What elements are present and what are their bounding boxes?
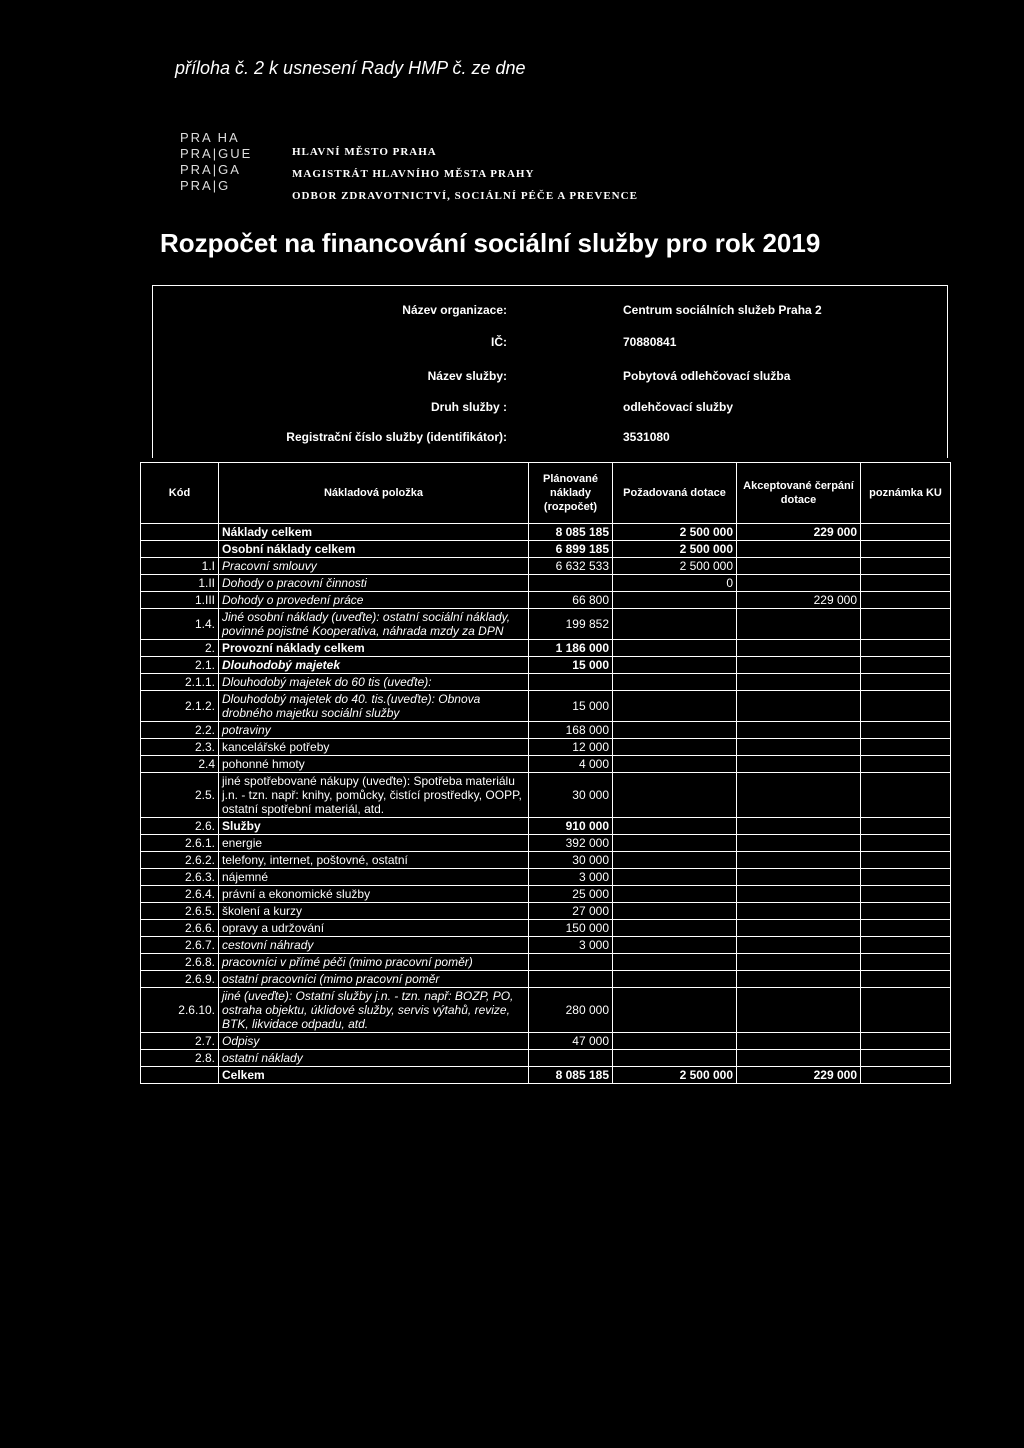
row-code: 2.3. [141,739,219,756]
row-code: 2.1.2. [141,691,219,722]
row-accepted [737,773,861,818]
table-row [141,592,951,609]
organization-header [292,141,638,207]
info-label: Název organizace: [402,303,507,317]
column-header-item: Nákladová položka [219,463,529,524]
column-header-planned: Plánované náklady (rozpočet) [529,463,613,524]
row-note [861,640,951,657]
row-planned: 12 000 [529,739,613,756]
row-note [861,722,951,739]
row-planned: 199 852 [529,609,613,640]
table-row [141,657,951,674]
row-code: 2.6.1. [141,835,219,852]
row-requested: 2 500 000 [613,541,737,558]
row-code: 2.6.10. [141,988,219,1033]
info-label: Druh služby : [430,400,507,414]
row-planned: 4 000 [529,756,613,773]
row-accepted [737,903,861,920]
row-planned: 27 000 [529,903,613,920]
row-accepted [737,818,861,835]
row-accepted [737,609,861,640]
row-requested: 2 500 000 [613,1067,737,1084]
row-code: 2.5. [141,773,219,818]
table-row [141,852,951,869]
row-note [861,835,951,852]
row-note [861,988,951,1033]
row-requested [613,640,737,657]
row-item: Jiné osobní náklady (uveďte): ostatní sociální náklady, povinné pojistné Kooperativa, náhrada mzdy za DPN [219,609,529,640]
row-note [861,609,951,640]
row-item: jiné (uveďte): Ostatní služby j.n. - tzn. např: BOZP, PO, ostraha objektu, úklidové služby, servis výtahů, revize, BTK, likvidace odpadu, atd. [219,988,529,1033]
row-requested [613,886,737,903]
column-header-accepted: Akceptované čerpání dotace [737,463,861,524]
table-row [141,988,951,1033]
row-requested [613,971,737,988]
row-accepted [737,1033,861,1050]
table-header-row [141,463,951,524]
row-planned: 1 186 000 [529,640,613,657]
info-value: 3531080 [623,430,670,444]
row-note [861,818,951,835]
row-item: opravy a udržování [219,920,529,937]
row-planned: 6 899 185 [529,541,613,558]
table-row [141,954,951,971]
info-value: Pobytová odlehčovací služba [623,369,791,383]
row-planned: 47 000 [529,1033,613,1050]
row-note [861,903,951,920]
row-planned [529,575,613,592]
row-code: 2.1.1. [141,674,219,691]
row-requested [613,1050,737,1067]
table-row [141,640,951,657]
row-requested [613,988,737,1033]
row-accepted [737,722,861,739]
row-code: 1.4. [141,609,219,640]
row-note [861,954,951,971]
row-requested: 2 500 000 [613,558,737,575]
row-code: 2.6. [141,818,219,835]
row-planned: 3 000 [529,937,613,954]
row-note [861,558,951,575]
row-accepted [737,971,861,988]
table-row [141,1033,951,1050]
row-note [861,575,951,592]
row-item: Dohody o provedení práce [219,592,529,609]
row-note [861,852,951,869]
row-note [861,739,951,756]
row-code: 2. [141,640,219,657]
table-row [141,674,951,691]
row-planned: 280 000 [529,988,613,1033]
row-requested [613,674,737,691]
row-planned: 6 632 533 [529,558,613,575]
row-code: 2.6.7. [141,937,219,954]
logo-line: PRA|GA [180,162,241,177]
table-row [141,739,951,756]
row-accepted [737,756,861,773]
row-requested [613,954,737,971]
table-row [141,773,951,818]
row-item: Služby [219,818,529,835]
row-note [861,937,951,954]
table-row [141,835,951,852]
row-accepted [737,852,861,869]
row-requested: 2 500 000 [613,524,737,541]
row-code: 2.6.3. [141,869,219,886]
row-item: jiné spotřebované nákupy (uveďte): Spotřeba materiálu j.n. - tzn. např: knihy, pomůcky, čistící prostředky, OOPP, ostatní spotřební materiál, atd. [219,773,529,818]
budget-table-body [141,524,951,1084]
row-item: Dlouhodobý majetek [219,657,529,674]
row-item: pohonné hmoty [219,756,529,773]
row-code: 2.6.4. [141,886,219,903]
table-row [141,575,951,592]
row-item: nájemné [219,869,529,886]
row-planned: 910 000 [529,818,613,835]
row-planned: 168 000 [529,722,613,739]
column-header-note: poznámka KU [861,463,951,524]
table-row [141,691,951,722]
row-planned [529,674,613,691]
row-note [861,971,951,988]
row-code [141,1067,219,1084]
row-note [861,1050,951,1067]
row-planned: 3 000 [529,869,613,886]
row-planned: 15 000 [529,691,613,722]
row-item: Pracovní smlouvy [219,558,529,575]
row-accepted [737,657,861,674]
table-row [141,541,951,558]
row-requested [613,691,737,722]
page-title: Rozpočet na financování sociální služby pro rok 2019 [160,228,821,258]
info-value: Centrum sociálních služeb Praha 2 [623,303,822,317]
row-note [861,1033,951,1050]
row-code: 2.6.6. [141,920,219,937]
row-item: Odpisy [219,1033,529,1050]
row-accepted [737,739,861,756]
row-accepted [737,937,861,954]
row-note [861,886,951,903]
table-row [141,1050,951,1067]
prague-logo [180,130,252,194]
row-note [861,524,951,541]
row-accepted [737,640,861,657]
row-code: 2.6.8. [141,954,219,971]
row-code: 2.7. [141,1033,219,1050]
info-value: odlehčovací služby [623,400,734,414]
table-row [141,937,951,954]
org-line: MAGISTRÁT HLAVNÍHO MĚSTA PRAHY [292,168,535,180]
row-note [861,773,951,818]
row-note [861,541,951,558]
row-code: 2.1. [141,657,219,674]
column-header-requested: Požadovaná dotace [613,463,737,524]
row-requested [613,1033,737,1050]
row-code [141,524,219,541]
row-requested [613,592,737,609]
org-line: HLAVNÍ MĚSTO PRAHA [292,146,437,158]
row-requested [613,835,737,852]
logo-line: PRA HA [180,130,240,145]
row-requested [613,937,737,954]
row-code [141,541,219,558]
row-accepted [737,988,861,1033]
info-value: 70880841 [623,335,677,349]
table-row [141,722,951,739]
service-info-box [152,285,948,458]
row-item: Osobní náklady celkem [219,541,529,558]
row-item: školení a kurzy [219,903,529,920]
row-note [861,756,951,773]
row-accepted [737,691,861,722]
row-accepted [737,920,861,937]
row-planned: 8 085 185 [529,524,613,541]
row-code: 2.6.9. [141,971,219,988]
row-accepted: 229 000 [737,1067,861,1084]
row-requested [613,756,737,773]
row-accepted [737,1050,861,1067]
row-accepted: 229 000 [737,524,861,541]
row-planned: 8 085 185 [529,1067,613,1084]
row-requested [613,773,737,818]
table-row [141,609,951,640]
row-item: pracovníci v přímé péči (mimo pracovní poměr) [219,954,529,971]
row-code: 2.4 [141,756,219,773]
row-requested [613,818,737,835]
row-note [861,592,951,609]
row-requested [613,852,737,869]
info-label: IČ: [491,335,507,349]
row-accepted [737,869,861,886]
row-accepted [737,954,861,971]
org-line: ODBOR ZDRAVOTNICTVÍ, SOCIÁLNÍ PÉČE A PREVENCE [292,190,638,202]
row-planned [529,954,613,971]
row-requested [613,903,737,920]
table-row [141,1067,951,1084]
row-item: kancelářské potřeby [219,739,529,756]
row-requested [613,609,737,640]
row-code: 2.8. [141,1050,219,1067]
row-item: cestovní náhrady [219,937,529,954]
row-note [861,657,951,674]
budget-table [140,462,951,1084]
table-row [141,524,951,541]
row-planned: 150 000 [529,920,613,937]
row-item: potraviny [219,722,529,739]
row-note [861,1067,951,1084]
row-code: 2.6.2. [141,852,219,869]
row-planned [529,1050,613,1067]
row-requested [613,869,737,886]
row-planned: 30 000 [529,773,613,818]
attachment-note: příloha č. 2 k usnesení Rady HMP č. ze dne [175,58,526,78]
table-row [141,971,951,988]
row-item: Dlouhodobý majetek do 40. tis.(uveďte): Obnova drobného majetku sociální služby [219,691,529,722]
row-item: právní a ekonomické služby [219,886,529,903]
row-note [861,674,951,691]
table-row [141,920,951,937]
row-item: Dohody o pracovní činnosti [219,575,529,592]
row-code: 1.III [141,592,219,609]
table-row [141,886,951,903]
row-note [861,691,951,722]
row-accepted [737,575,861,592]
row-item: telefony, internet, poštovné, ostatní [219,852,529,869]
row-requested [613,739,737,756]
row-accepted: 229 000 [737,592,861,609]
row-item: Dlouhodobý majetek do 60 tis (uveďte): [219,674,529,691]
row-code: 2.2. [141,722,219,739]
logo-line: PRA|GUE [180,146,253,161]
row-planned: 15 000 [529,657,613,674]
table-row [141,869,951,886]
row-item: Provozní náklady celkem [219,640,529,657]
row-planned: 66 800 [529,592,613,609]
row-accepted [737,886,861,903]
row-code: 2.6.5. [141,903,219,920]
column-header-code: Kód [141,463,219,524]
row-planned: 30 000 [529,852,613,869]
row-accepted [737,835,861,852]
row-note [861,920,951,937]
row-accepted [737,674,861,691]
row-requested [613,722,737,739]
table-row [141,903,951,920]
row-requested [613,920,737,937]
row-item: Náklady celkem [219,524,529,541]
row-requested: 0 [613,575,737,592]
info-label: Registrační číslo služby (identifikátor): [286,430,507,444]
row-code: 1.II [141,575,219,592]
info-label: Název služby: [427,369,507,383]
row-planned: 25 000 [529,886,613,903]
row-accepted [737,541,861,558]
row-requested [613,657,737,674]
row-item: ostatní pracovníci (mimo pracovní poměr [219,971,529,988]
logo-line: PRA|G [180,178,231,193]
row-item: energie [219,835,529,852]
table-row [141,756,951,773]
row-planned: 392 000 [529,835,613,852]
table-row [141,818,951,835]
row-accepted [737,558,861,575]
row-planned [529,971,613,988]
row-code: 1.I [141,558,219,575]
row-note [861,869,951,886]
row-item: Celkem [219,1067,529,1084]
table-row [141,558,951,575]
row-item: ostatní náklady [219,1050,529,1067]
